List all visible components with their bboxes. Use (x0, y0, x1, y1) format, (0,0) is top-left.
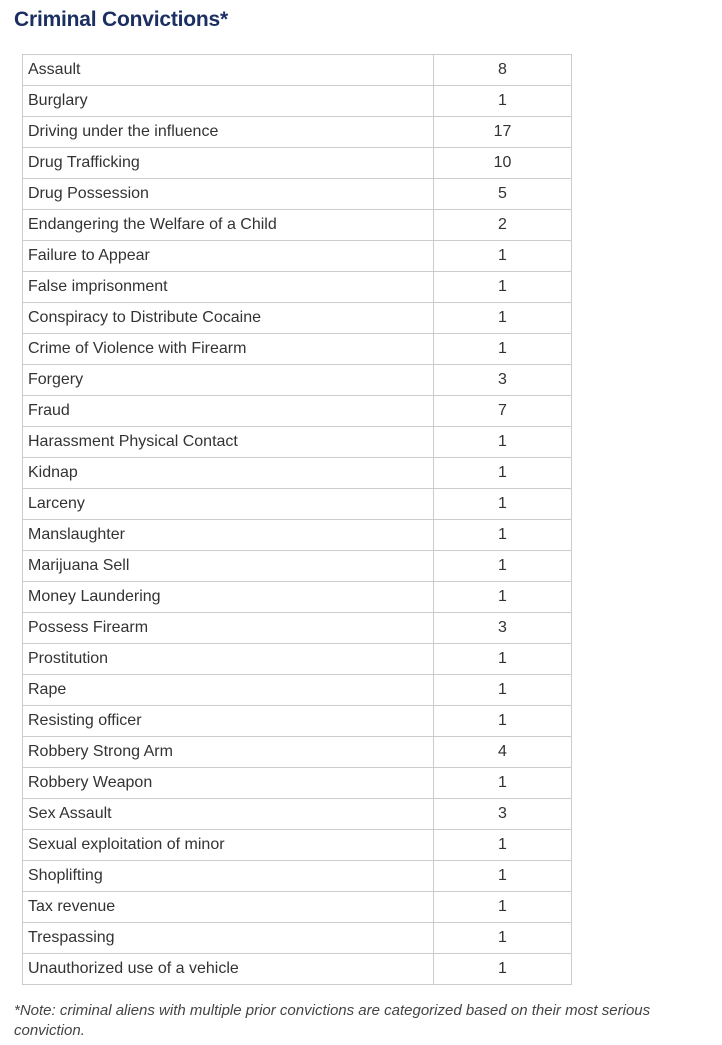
offense-cell: Rape (23, 675, 434, 706)
table-row (23, 923, 572, 954)
count-cell: 1 (434, 830, 572, 861)
count-cell: 17 (434, 117, 572, 148)
offense-cell: Crime of Violence with Firearm (23, 334, 434, 365)
offense-cell: Fraud (23, 396, 434, 427)
count-cell: 1 (434, 86, 572, 117)
count-cell: 4 (434, 737, 572, 768)
table-row (23, 148, 572, 179)
table-row (23, 768, 572, 799)
table-row (23, 117, 572, 148)
offense-cell: Robbery Weapon (23, 768, 434, 799)
table-row (23, 613, 572, 644)
table-row (23, 396, 572, 427)
table-row (23, 458, 572, 489)
count-cell: 1 (434, 427, 572, 458)
offense-cell: Drug Possession (23, 179, 434, 210)
offense-cell: Driving under the influence (23, 117, 434, 148)
table-row (23, 210, 572, 241)
count-cell: 1 (434, 861, 572, 892)
offense-cell: Prostitution (23, 644, 434, 675)
count-cell: 2 (434, 210, 572, 241)
count-cell: 1 (434, 520, 572, 551)
count-cell: 1 (434, 582, 572, 613)
offense-cell: Trespassing (23, 923, 434, 954)
table-row (23, 830, 572, 861)
offense-cell: Unauthorized use of a vehicle (23, 954, 434, 985)
offense-cell: Larceny (23, 489, 434, 520)
table-row (23, 427, 572, 458)
count-cell: 1 (434, 551, 572, 582)
offense-cell: Sexual exploitation of minor (23, 830, 434, 861)
table-row (23, 582, 572, 613)
count-cell: 3 (434, 365, 572, 396)
table-row (23, 365, 572, 396)
convictions-table-body (23, 55, 572, 985)
table-row (23, 861, 572, 892)
count-cell: 1 (434, 272, 572, 303)
count-cell: 1 (434, 675, 572, 706)
count-cell: 1 (434, 334, 572, 365)
table-row (23, 675, 572, 706)
count-cell: 5 (434, 179, 572, 210)
offense-cell: Conspiracy to Distribute Cocaine (23, 303, 434, 334)
count-cell: 8 (434, 55, 572, 86)
offense-cell: Marijuana Sell (23, 551, 434, 582)
convictions-table (22, 54, 572, 985)
offense-cell: Burglary (23, 86, 434, 117)
offense-cell: Shoplifting (23, 861, 434, 892)
offense-cell: Assault (23, 55, 434, 86)
offense-cell: Failure to Appear (23, 241, 434, 272)
offense-cell: Drug Trafficking (23, 148, 434, 179)
count-cell: 1 (434, 303, 572, 334)
offense-cell: Money Laundering (23, 582, 434, 613)
table-row (23, 799, 572, 830)
count-cell: 1 (434, 489, 572, 520)
offense-cell: Forgery (23, 365, 434, 396)
table-row (23, 55, 572, 86)
offense-cell: Sex Assault (23, 799, 434, 830)
count-cell: 10 (434, 148, 572, 179)
offense-cell: Manslaughter (23, 520, 434, 551)
count-cell: 1 (434, 706, 572, 737)
count-cell: 3 (434, 613, 572, 644)
count-cell: 3 (434, 799, 572, 830)
count-cell: 1 (434, 923, 572, 954)
count-cell: 1 (434, 768, 572, 799)
table-row (23, 489, 572, 520)
count-cell: 1 (434, 644, 572, 675)
count-cell: 7 (434, 396, 572, 427)
offense-cell: Tax revenue (23, 892, 434, 923)
table-row (23, 551, 572, 582)
count-cell: 1 (434, 954, 572, 985)
table-row (23, 737, 572, 768)
offense-cell: Harassment Physical Contact (23, 427, 434, 458)
table-row (23, 179, 572, 210)
count-cell: 1 (434, 458, 572, 489)
offense-cell: Possess Firearm (23, 613, 434, 644)
offense-cell: Resisting officer (23, 706, 434, 737)
table-row (23, 520, 572, 551)
table-row (23, 954, 572, 985)
table-row (23, 644, 572, 675)
offense-cell: False imprisonment (23, 272, 434, 303)
table-row (23, 272, 572, 303)
footnote: *Note: criminal aliens with multiple prior convictions are categorized based on their most serious conviction. (14, 1002, 651, 1039)
offense-cell: Robbery Strong Arm (23, 737, 434, 768)
count-cell: 1 (434, 241, 572, 272)
page-title: Criminal Convictions* (14, 8, 229, 31)
table-row (23, 86, 572, 117)
table-row (23, 706, 572, 737)
table-row (23, 892, 572, 923)
offense-cell: Endangering the Welfare of a Child (23, 210, 434, 241)
table-row (23, 241, 572, 272)
count-cell: 1 (434, 892, 572, 923)
offense-cell: Kidnap (23, 458, 434, 489)
table-row (23, 303, 572, 334)
table-row (23, 334, 572, 365)
